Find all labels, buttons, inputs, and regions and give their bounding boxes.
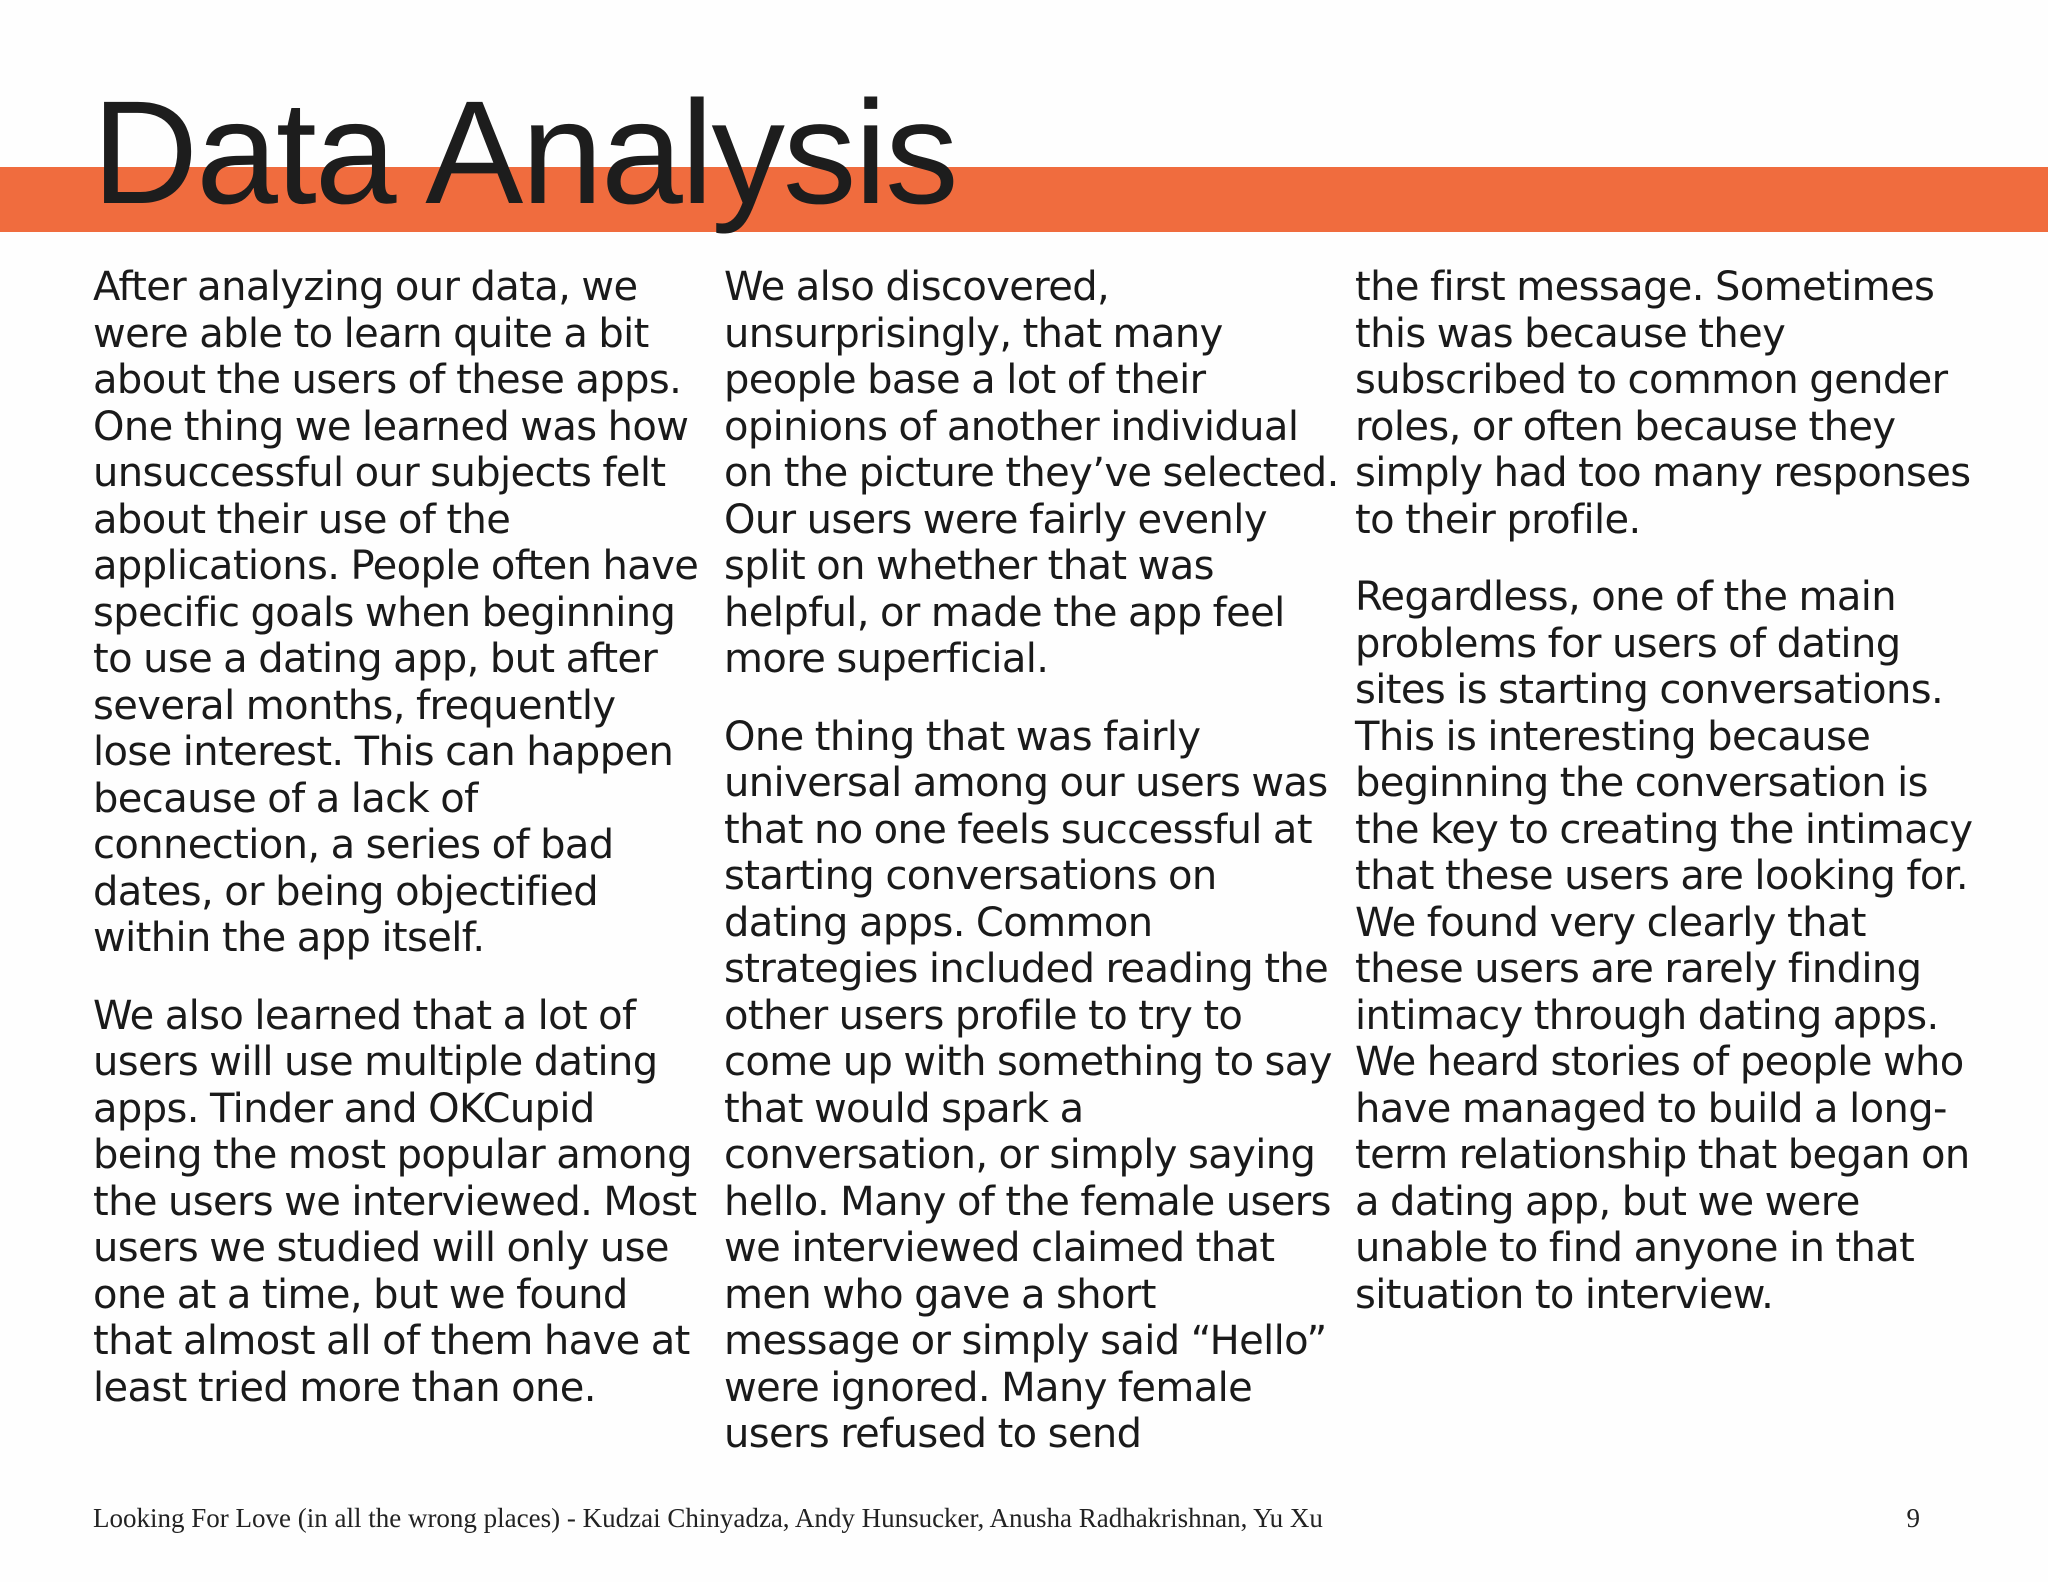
body-paragraph: We also discovered, unsurprisingly, that many people base a lot of their opinions of another individual on the picture they’ve selected. Our users were fairly evenly split on whether that was helpful, or made the app feel more superficial. — [724, 264, 1339, 682]
body-paragraph: Regardless, one of the main problems for users of dating sites is starting conversations. This is interesting because beginning the conversation is the key to creating the intimacy that these users are looking for. We found very clearly that these users are rarely finding intimacy through dating apps. We heard stories of people who have managed to build a long-term relationship that began on a dating app, but we were unable to find anyone in that situation to interview. — [1355, 574, 1973, 1318]
page-title: Data Analysis — [92, 71, 957, 235]
body-paragraph: the first message. Sometimes this was because they subscribed to common gender roles, or often because they simply had too many responses to their profile. — [1355, 264, 1971, 543]
body-paragraph: We also learned that a lot of users will use multiple dating apps. Tinder and OKCupid being the most popular among the users we interviewed. Most users we studied will only use one at a time, but we found that almost all of them have at least tried more than one. — [93, 992, 697, 1411]
body-paragraph: After analyzing our data, we were able to learn quite a bit about the users of these apps. One thing we learned was how unsuccessful our subjects felt about their use of the applications. People often have specific goals when beginning to use a dating app, but after several months, frequently lose interest. This can happen because of a lack of connection, a series of bad dates, or being objectified within the app itself. — [93, 264, 699, 961]
page-number: 9 — [1906, 1503, 1920, 1533]
body-paragraph: One thing that was fairly universal among our users was that no one feels successful at starting conversations on dating apps. Common strategies included reading the other users profile to try to come up with something to say that would spark a conversation, or simply saying hello. Many of the female users we interviewed claimed that men who gave a short message or simply said “Hello” were ignored. Many female users refused to send — [724, 713, 1332, 1457]
text-column-3 — [1355, 264, 1975, 1349]
text-column-2 — [724, 264, 1339, 1489]
text-column-1 — [93, 264, 705, 1442]
footer-credits: Looking For Love (in all the wrong places) - Kudzai Chinyadza, Andy Hunsucker, Anusha Radhakrishnan, Yu Xu — [93, 1503, 1323, 1533]
